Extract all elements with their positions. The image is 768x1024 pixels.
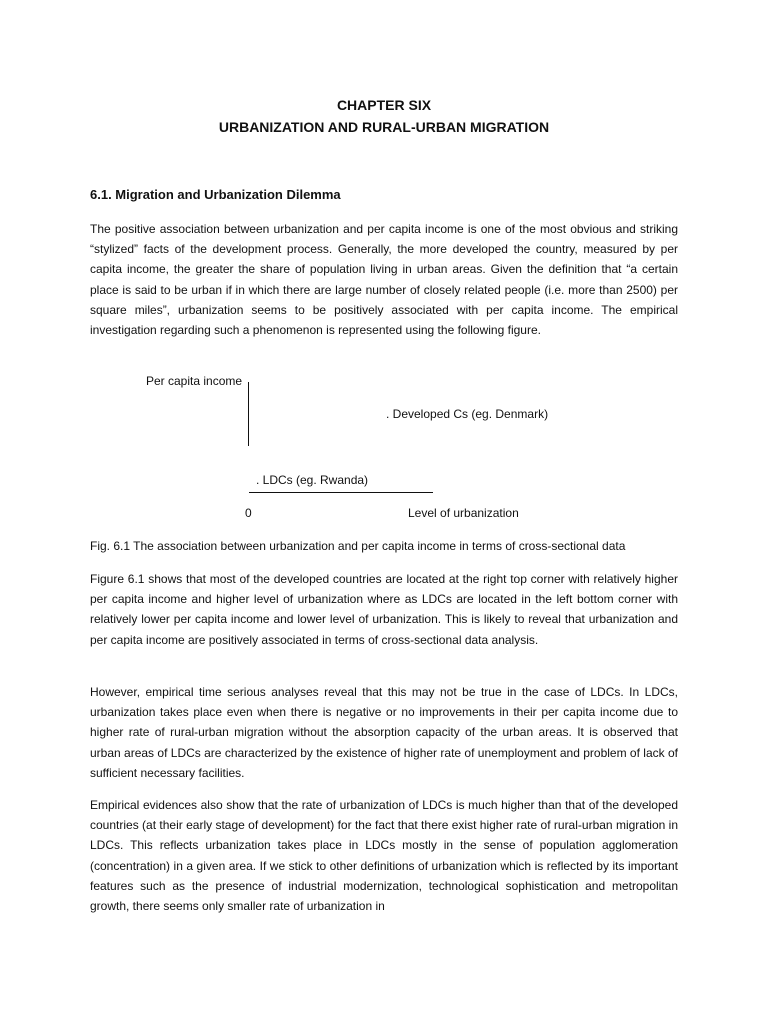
figure-y-axis-label: Per capita income (146, 374, 243, 388)
figure-x-axis-line (249, 492, 433, 493)
figure-caption: Fig. 6.1 The association between urbanization and per capita income in terms of cross-sectional data (90, 539, 626, 553)
chapter-heading (0, 94, 768, 138)
paragraph-time-series: However, empirical time serious analyses reveal that this may not be true in the case of LDCs. In LDCs, urbanization takes place even when there is negative or no improvements in their per capita income due to higher rate of rural-urban migration without the absorption capacity of the urban areas. It is observed that urban areas of LDCs are characterized by the existence of higher rate of unemployment and problem of lack of sufficient necessary facilities. (90, 685, 678, 780)
chapter-title: URBANIZATION AND RURAL-URBAN MIGRATION (218, 119, 550, 135)
chapter-label: CHAPTER SIX (336, 97, 432, 113)
figure-point-developed: . Developed Cs (eg. Denmark) (386, 407, 549, 421)
figure-y-axis-line (248, 382, 249, 446)
figure-origin-label: 0 (245, 506, 252, 520)
paragraph-empirical-evidence: Empirical evidences also show that the rate of urbanization of LDCs is much higher than that of the developed countries (at their early stage of development) for the fact that there exist higher rate of rural-urban migration in LDCs. This reflects urbanization takes place in LDCs mostly in the sense of population agglomeration (concentration) in a given area. If we stick to other definitions of urbanization which is reflected by its important features such as the presence of industrial modernization, technological sophistication and metropolitan growth, there seems only smaller rate of urbanization in (90, 798, 678, 914)
figure-point-ldc: . LDCs (eg. Rwanda) (256, 473, 369, 487)
paragraph-intro: The positive association between urbanization and per capita income is one of the most obvious and striking “stylized” facts of the development process. Generally, the more developed the country, measured by per capita income, the greater the share of population living in urban areas. Given the definition that “a certain place is said to be urban if in which there are large number of closely related people (i.e. more than 2500) per square miles”, urbanization seems to be positively associated with per capita income. The empirical investigation regarding such a phenomenon is represented using the following figure. (90, 222, 678, 338)
figure-x-axis-label: Level of urbanization (408, 506, 519, 520)
section-title: 6.1. Migration and Urbanization Dilemma (90, 187, 341, 202)
paragraph-figure-explanation: Figure 6.1 shows that most of the developed countries are located at the right top corner with relatively higher per capita income and higher level of urbanization where as LDCs are located in the left bottom corner with relatively lower per capita income and lower level of urbanization. This is likely to reveal that urbanization and per capita income are positively associated in terms of cross-sectional data analysis. (90, 572, 678, 647)
